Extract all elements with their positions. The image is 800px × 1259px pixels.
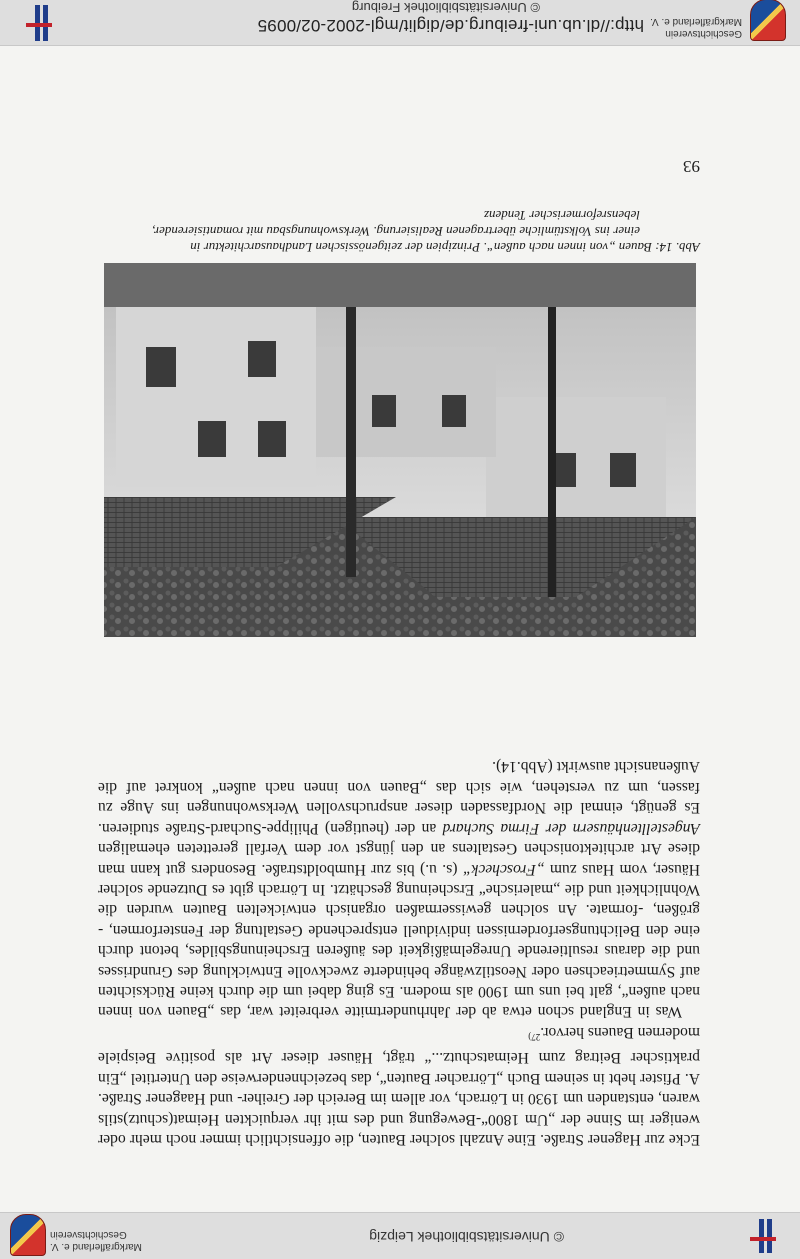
page-footer-bar: [0, 0, 800, 46]
society-line2: Markgräflerland e. V.: [650, 16, 742, 27]
library-copyright-footer: © Universitätsbibliothek Freiburg: [351, 0, 540, 15]
crest-icon: [750, 0, 786, 41]
paragraph-2-text-a: Was in England schon etwa ab der Jahrhundertmitte verbreitet war, das „Bauen von innen nach außen“, galt bei uns um 1900 als modern. Es ging dabei um die durch keine Rücksichten auf Symmetrieachsen oder Neostilzwänge behinderte zweckvolle Entwicklung des Grundrisses und die daraus resultierende Unregelmäßigkeit des äußeren Erscheinungsbildes, betont durch eine den Belichtungserfordernissen individuell entsprechende Gestaltung der Fensterformen, -größen, -formate. An solchen gewissermaßen organisch entwickelten Bauten wurden die Wohnlichkeit und die „malerische“ Erscheinung geschätzt. In Lörrach gibt es Dutzende solcher Häuser, vom Haus zum: [98, 860, 700, 1021]
froscheck-italic: „Froscheck“: [462, 860, 545, 878]
society-name-line2: Geschichtsverein: [50, 1229, 127, 1240]
society-text: [650, 15, 742, 39]
caption-line-3: lebensreformerischer Tendenz: [483, 208, 640, 223]
paragraph-1-text: Ecke zur Hagener Straße. Eine Anzahl solcher Bauten, die offensichtlich immer noch mehr oder weniger im Sinne der „Um 1800“-Bewegung und des mit ihr verquickten Heimat(schutz)stils waren, entstanden um 1930 in Lörrach, vor allem im Bereich der Greiher- und Haagener Straße. A. Pfister hebt in seinem Buch „Lörracher Bauten“, das bezeichnenderweise den Untertitel „Ein praktischer Beitrag zum Heimatschutz...“ trägt, Häuser dieser Art als positive Beispiele modernen Bauens hervor.: [98, 1023, 700, 1148]
crest-icon: [10, 1214, 46, 1256]
paragraph-2-text-b: (s. u.) bis zur Humboldtstraße. Besonders gut kann man diese Art architektonischen Gestaltens an den jüngst vor dem Verfall geretteten ehemaligen: [98, 840, 700, 878]
page-header-bar: [0, 1212, 800, 1259]
society-badge: [10, 1216, 200, 1256]
paragraph-2: [98, 756, 700, 1021]
society-line1: Geschichtsverein: [665, 28, 742, 39]
figure-caption: [100, 207, 700, 255]
page-number: 93: [683, 157, 700, 176]
document-url-link[interactable]: http://dl.ub.uni-freiburg.de/diglit/mgl-2002-02/0095: [257, 16, 644, 35]
caption-line-1: Abb. 14: Bauen „von innen nach außen“. Prinzipien der zeitgenössischen Landhausarchitektur in: [190, 240, 700, 255]
houses-photo-image: [104, 263, 696, 637]
library-copyright: © Universitätsbibliothek Leipzig: [369, 1229, 564, 1245]
library-logo-icon: [26, 5, 52, 41]
library-logo-icon: [750, 1219, 776, 1253]
paragraph-1: [98, 1021, 700, 1149]
paragraph-2-text-c: an der (heutigen) Philippe-Suchard-Straße studieren. Es genügt, einmal die Nordfassaden dieser anspruchsvollen Werkswohnungen ins Auge zu fassen, um zu verstehen, wie sich das „Bauen von innen nach außen“ konkret auf die Außenansicht auswirkt (Abb.14).: [98, 758, 700, 837]
suchard-italic: Angestelltenhäusern der Firma Suchard: [442, 819, 700, 837]
caption-line-2: einer ins Volkstümliche übertragenen Realisierung. Werkswohnungsbau mit romantisierender,: [152, 224, 640, 239]
society-badge-footer: [746, 1, 792, 41]
article-text: [98, 756, 700, 1149]
footnote-ref: 27): [528, 1031, 541, 1042]
society-name-line1: Markgräflerland e. V.: [50, 1241, 142, 1252]
figure-photo: [104, 263, 696, 637]
